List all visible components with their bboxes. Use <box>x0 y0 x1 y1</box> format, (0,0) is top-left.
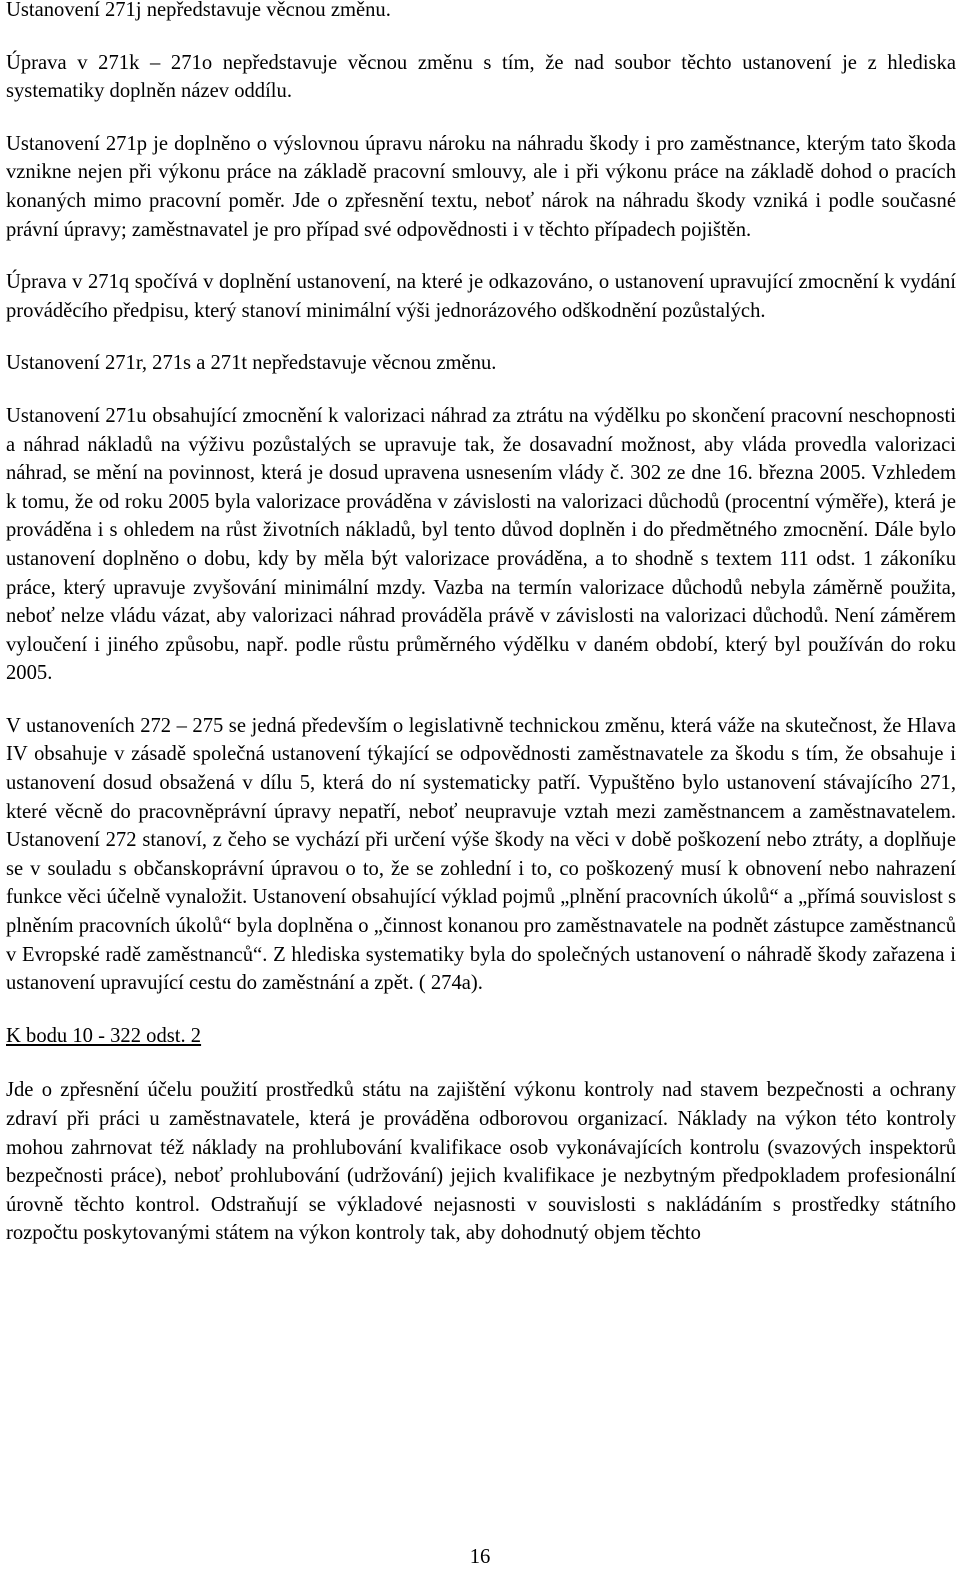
section-heading-k-bodu-10: K bodu 10 - 322 odst. 2 <box>6 1024 202 1047</box>
paragraph-271j: Ustanovení 271j nepředstavuje věcnou změnu. <box>6 0 391 21</box>
paragraph-322: Jde o zpřesnění účelu použití prostředků státu na zajištění výkonu kontroly nad stavem bezpečnosti a ochrany zdraví při práci u zaměstnavatele, která je prováděna odborovou organizací. Náklady na výkon této kontroly mohou zahrnovat též náklady na prohlubování kvalifikace osob vykonávajících kontrolu (svazových inspektorů bezpečnosti práce), neboť prohlubování (udržování) jejich kvalifikace je nezbytným předpokladem profesionální úrovně těchto kontrol. Odstraňují se výkladové nejasnosti v souvislosti s nakládáním s prostředky státního rozpočtu poskytovanými státem na výkon kontroly tak, aby dohodnutý objem těchto <box>6 1079 956 1245</box>
paragraph-271q: Úprava v 271q spočívá v doplnění ustanovení, na které je odkazováno, o ustanovení upravující zmocnění k vydání prováděcího předpisu, který stanoví minimální výši jednorázového odškodnění pozůstalých. <box>6 271 956 322</box>
paragraph-271k-271o: Úprava v 271k – 271o nepředstavuje věcnou změnu s tím, že nad soubor těchto ustanovení je z hlediska systematiky doplněn název oddílu. <box>6 51 956 103</box>
paragraph-271p: Ustanovení 271p je doplněno o výslovnou úpravu nároku na náhradu škody i pro zaměstnance, kterým tato škoda vznikne nejen při výkonu práce na základě pracovní smlouvy, ale i při výkonu práce na základě dohod o pracích konaných mimo pracovní poměr. Jde o zpřesnění textu, neboť nárok na náhradu škody vzniká i podle současné právní úpravy; zaměstnavatel je pro případ své odpovědnosti i v těchto případech pojištěn. <box>6 132 956 241</box>
paragraph-271u: Ustanovení 271u obsahující zmocnění k valorizaci náhrad za ztrátu na výdělku po skončení pracovní neschopnosti a náhrad nákladů na výživu pozůstalých se upravuje tak, že dosavadní možnost, aby vláda provedla valorizaci náhrad, se mění na povinnost, která je dosud upravena usnesením vlády č. 302 ze dne 16. března 2005. Vzhledem k tomu, že od roku 2005 byla valorizace prováděna v závislosti na valorizaci důchodů (procentní výměře), která je prováděna i s ohledem na růst životních nákladů, byl tento důvod doplněn i do předmětného zmocnění. Dále bylo ustanovení doplněno o dobu, kdy by měla být valorizace prováděna, a to shodně s textem 111 odst. 1 zákoníku práce, který upravuje zvyšování minimální mzdy. Vazba na termín valorizace důchodů nebyla záměrně použita, neboť nelze vládu vázat, aby valorizaci náhrad prováděla právě v závislosti na valorizaci důchodů. Není záměrem vyloučení i jiného způsobu, např. podle růstu průměrného výdělku v daném období, který byl používán do roku 2005. <box>6 404 956 685</box>
paragraph-271r-271t: Ustanovení 271r, 271s a 271t nepředstavuje věcnou změnu. <box>6 352 497 375</box>
page-number: 16 <box>469 1546 491 1568</box>
document-page <box>6 0 956 1272</box>
paragraph-272-275: V ustanoveních 272 – 275 se jedná především o legislativně technickou změnu, která váže na skutečnost, že Hlava IV obsahuje v zásadě společná ustanovení týkající se odpovědnosti zaměstnavatele za škodu s tím, že obsahuje i ustanovení dosud obsažená v dílu 5, která do ní systematicky patří. Vypuštěno bylo ustanovení stávajícího 271, které věcně do pracovněprávní úpravy nepatří, neboť neupravuje vztah mezi zaměstnancem a zaměstnavatelem. Ustanovení 272 stanoví, z čeho se vychází při určení výše škody na věci v době poškození nebo ztráty, a doplňuje se v souladu s občanskoprávní úpravou o to, že se zohlední i to, co poškozený musí k obnovení nebo nahrazení funkce věci účelně vynaložit. Ustanovení obsahující výklad pojmů „plnění pracovních úkolů“ a „přímá souvislost s plněním pracovních úkolů“ byla doplněna o „činnost konanou pro zaměstnavatele na podnět zástupce zaměstnanců v Evropské radě zaměstnanců“. Z hlediska systematiky byla do společných ustanovení o náhradě škody zařazena i ustanovení upravující cestu do zaměstnání a zpět. ( 274a). <box>6 714 956 995</box>
